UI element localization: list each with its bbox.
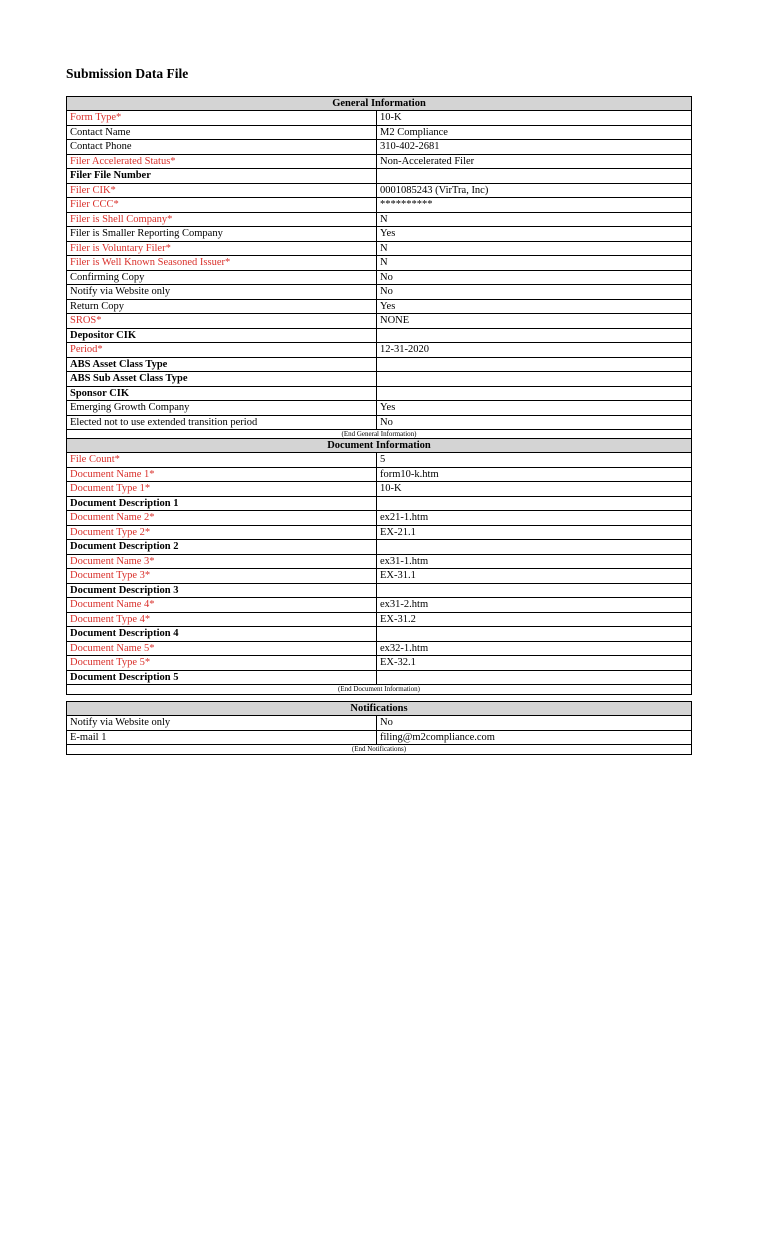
table-row <box>67 656 691 671</box>
notifications-section <box>66 701 692 755</box>
general-information-section <box>66 96 692 440</box>
field-value <box>377 497 691 511</box>
table-row <box>67 416 691 431</box>
table-row <box>67 126 691 141</box>
table-row <box>67 184 691 199</box>
general-information-rows <box>67 111 691 430</box>
table-row <box>67 314 691 329</box>
section-footer: (End Notifications) <box>351 745 407 753</box>
field-value: form10-k.htm <box>380 468 439 480</box>
table-row <box>67 358 691 373</box>
field-value <box>377 671 691 685</box>
field-value: M2 Compliance <box>380 126 448 138</box>
section-header: General Information <box>67 97 691 111</box>
field-label: Filer is Shell Company* <box>67 213 377 227</box>
field-label: Document Name 3* <box>67 555 377 569</box>
field-label: Filer CIK* <box>67 184 377 198</box>
table-row <box>67 598 691 613</box>
table-row <box>67 372 691 387</box>
field-value: EX-31.1 <box>380 570 416 581</box>
field-value: N <box>380 257 388 268</box>
field-value: Yes <box>380 402 396 413</box>
section-footer: (End General Information) <box>341 430 417 438</box>
field-value: 310-402-2681 <box>380 141 440 152</box>
field-label: Document Description 5 <box>67 671 377 685</box>
field-label: Filer File Number <box>67 169 377 183</box>
table-row <box>67 540 691 555</box>
field-value <box>377 627 691 641</box>
field-value: Non-Accelerated Filer <box>380 155 475 167</box>
table-row <box>67 497 691 512</box>
field-label: ABS Asset Class Type <box>67 358 377 372</box>
field-value: 10-K <box>380 483 402 494</box>
table-row <box>67 671 691 686</box>
table-row <box>67 242 691 257</box>
field-label: Document Name 5* <box>67 642 377 656</box>
field-value: EX-32.1 <box>380 657 416 668</box>
field-value: ex21-1.htm <box>380 512 429 523</box>
field-value: ex31-2.htm <box>380 599 429 610</box>
field-label: Contact Name <box>67 126 377 140</box>
field-value: filing@m2compliance.com <box>380 731 495 743</box>
field-label: Document Name 1* <box>67 468 377 482</box>
table-row <box>67 511 691 526</box>
field-value: ex31-1.htm <box>380 555 429 567</box>
table-row <box>67 468 691 483</box>
field-value <box>377 169 691 183</box>
field-value <box>377 387 691 401</box>
table-row <box>67 169 691 184</box>
table-row <box>67 716 691 731</box>
field-label: Filer is Smaller Reporting Company <box>67 227 377 241</box>
field-label: ABS Sub Asset Class Type <box>67 372 377 386</box>
table-row <box>67 569 691 584</box>
field-label: Document Description 3 <box>67 584 377 598</box>
field-value: ex32-1.htm <box>380 642 429 654</box>
field-label: Filer Accelerated Status* <box>67 155 377 169</box>
field-label: Sponsor CIK <box>67 387 377 401</box>
table-row <box>67 584 691 599</box>
section-header: Notifications <box>67 702 691 716</box>
field-label: Confirming Copy <box>67 271 377 285</box>
table-row <box>67 285 691 300</box>
table-row <box>67 731 691 746</box>
field-label: Emerging Growth Company <box>67 401 377 415</box>
field-value: No <box>380 286 393 297</box>
section-header: Document Information <box>67 439 691 453</box>
table-row <box>67 256 691 271</box>
field-value: No <box>380 717 393 728</box>
table-row <box>67 482 691 497</box>
field-value: Yes <box>380 300 396 312</box>
field-label: Filer CCC* <box>67 198 377 212</box>
table-row <box>67 401 691 416</box>
field-value: No <box>380 416 393 428</box>
field-label: Document Type 1* <box>67 482 377 496</box>
field-value: N <box>380 213 388 225</box>
field-value: EX-21.1 <box>380 526 416 538</box>
field-value <box>377 584 691 598</box>
field-value: ********** <box>380 199 433 210</box>
table-row <box>67 198 691 213</box>
table-row <box>67 613 691 628</box>
field-value: No <box>380 271 393 283</box>
table-row <box>67 111 691 126</box>
field-label: SROS* <box>67 314 377 328</box>
notifications-rows <box>67 716 691 745</box>
field-label: Filer is Voluntary Filer* <box>67 242 377 256</box>
field-label: Document Type 2* <box>67 526 377 540</box>
field-label: Document Description 2 <box>67 540 377 554</box>
field-label: Document Type 5* <box>67 656 377 670</box>
field-value: 0001085243 (VirTra, Inc) <box>380 184 489 196</box>
table-row <box>67 329 691 344</box>
page-title: Submission Data File <box>66 66 189 81</box>
field-value <box>377 372 691 386</box>
table-row <box>67 155 691 170</box>
field-label: Return Copy <box>67 300 377 314</box>
table-row <box>67 271 691 286</box>
table-row <box>67 642 691 657</box>
field-value: NONE <box>380 315 410 326</box>
field-value: EX-31.2 <box>380 613 416 625</box>
field-value <box>377 540 691 554</box>
field-label: File Count* <box>67 453 377 467</box>
field-label: Depositor CIK <box>67 329 377 343</box>
field-label: Form Type* <box>67 111 377 125</box>
table-row <box>67 453 691 468</box>
field-label: Elected not to use extended transition period <box>67 416 377 430</box>
field-value: 12-31-2020 <box>380 344 429 355</box>
document-information-rows <box>67 453 691 685</box>
field-label: Document Type 3* <box>67 569 377 583</box>
field-label: E-mail 1 <box>67 731 377 745</box>
field-value: Yes <box>380 228 396 239</box>
field-label: Document Name 4* <box>67 598 377 612</box>
table-row <box>67 213 691 228</box>
table-row <box>67 627 691 642</box>
table-row <box>67 227 691 242</box>
field-label: Contact Phone <box>67 140 377 154</box>
table-row <box>67 555 691 570</box>
field-label: Document Description 4 <box>67 627 377 641</box>
field-label: Filer is Well Known Seasoned Issuer* <box>67 256 377 270</box>
field-value: N <box>380 242 388 254</box>
field-value <box>377 329 691 343</box>
table-row <box>67 526 691 541</box>
table-row <box>67 300 691 315</box>
document-information-section <box>66 438 692 695</box>
section-footer: (End Document Information) <box>337 685 421 693</box>
field-label: Document Description 1 <box>67 497 377 511</box>
table-row <box>67 387 691 402</box>
field-value: 5 <box>380 454 386 465</box>
field-label: Notify via Website only <box>67 285 377 299</box>
field-label: Notify via Website only <box>67 716 377 730</box>
field-label: Document Type 4* <box>67 613 377 627</box>
table-row <box>67 343 691 358</box>
field-value: 10-K <box>380 112 402 123</box>
table-row <box>67 140 691 155</box>
field-value <box>377 358 691 372</box>
field-label: Document Name 2* <box>67 511 377 525</box>
field-label: Period* <box>67 343 377 357</box>
